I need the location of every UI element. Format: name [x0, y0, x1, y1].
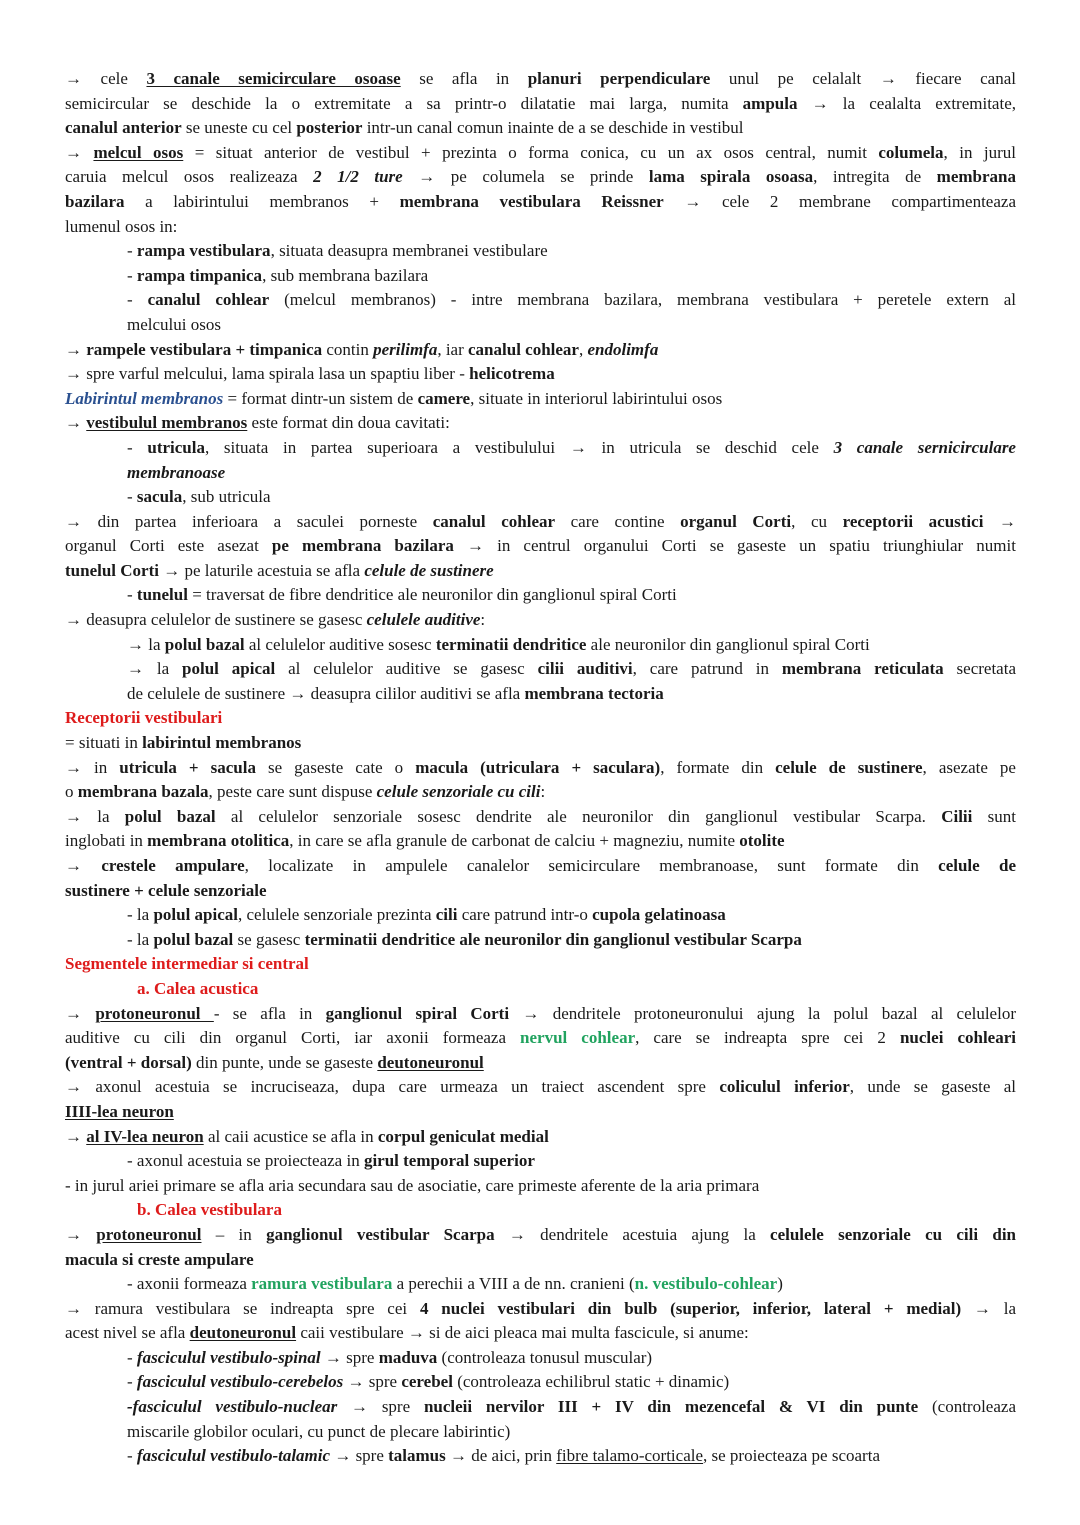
text-run: auditive cu cili din organul Corti, iar axonii formeaza [65, 1028, 521, 1048]
text-line [65, 903, 1016, 928]
text-run: , formate din [660, 757, 776, 777]
text-line [65, 1149, 1016, 1174]
text-run: , iar [437, 339, 469, 359]
text-run: macula si creste ampulare [65, 1249, 254, 1269]
text-run: , situate in interiorul labirintului osos [470, 388, 723, 408]
text-line [65, 436, 1016, 461]
text-run: al celulelor senzoriale sosesc dendrite ale neuronilor din ganglionul vestibular Scarpa. [215, 806, 942, 826]
text-run: 3 canale sernicirculare [833, 437, 1016, 457]
text-run: (controleaza echilibrul static + dinamic) [452, 1372, 730, 1392]
text-run: , in jurul [943, 142, 1016, 162]
text-line [65, 657, 1016, 682]
text-line [65, 1272, 1016, 1297]
text-line [65, 928, 1016, 953]
text-run: , intregita de [813, 167, 937, 187]
text-run: crestele ampulare [101, 856, 245, 875]
text-run: al caii acustice se afla in [203, 1126, 378, 1146]
text-line [65, 1075, 1016, 1100]
text-run: melcul osos [93, 142, 184, 162]
text-run: - [127, 290, 148, 310]
text-line [65, 1174, 1016, 1199]
text-run: - axonul acestuia se proiecteaza in [127, 1151, 364, 1171]
text-run: → dendritele protoneuronului ajung la polul bazal al celulelor [509, 1003, 1016, 1023]
text-run: - [127, 241, 137, 261]
text-run: , asezate pe [922, 757, 1016, 777]
text-run: , care patrund in [632, 659, 782, 679]
text-run: talamus [388, 1446, 446, 1466]
text-run: 4 nuclei vestibulari din bulb (superior, inferior, lateral + medial) [419, 1298, 962, 1318]
text-line [65, 829, 1016, 854]
text-run: polul bazal [164, 634, 245, 654]
text-run: melcului osos [127, 314, 221, 334]
text-run: sacula [136, 487, 183, 507]
text-line [65, 805, 1016, 830]
text-line [65, 1198, 1016, 1223]
text-run: = situat anterior de vestibul + prezinta o forma conica, cu un ax osos central, numit [183, 142, 879, 162]
text-run: Segmentele intermediar si central [65, 954, 309, 974]
text-run: ramura vestibulara [251, 1274, 393, 1294]
text-run: → spre varful melcului, lama spirala lasa un spaptiu liber - [65, 364, 470, 384]
text-run: polul apical [153, 905, 238, 925]
text-run: labirintul membranos [142, 733, 302, 753]
text-run: helicotrema [469, 364, 555, 384]
text-run: inglobati in [65, 831, 148, 851]
text-run: → [983, 511, 1017, 531]
text-line [65, 952, 1016, 977]
text-run: → la [65, 806, 125, 826]
text-line [65, 1026, 1016, 1051]
text-run: → din partea inferioara a saculei porneste [65, 511, 433, 531]
text-run: fasciculul vestibulo-cerebelos [136, 1372, 344, 1392]
text-line [65, 1100, 1016, 1125]
text-run: canalul cohlear [147, 290, 270, 310]
text-run: - [127, 1372, 137, 1392]
text-run: , se proiecteaza pe scoarta [703, 1446, 880, 1466]
text-run: → la [127, 634, 165, 654]
text-run: organul Corti este asezat [65, 536, 272, 556]
text-run: (ventral + dorsal) [65, 1052, 192, 1072]
text-run: se afla in [400, 69, 528, 88]
text-run: (melcul membranos) - intre membrana bazilara, membrana vestibulara + peretele extern al [269, 290, 1016, 310]
text-run: nuclei cohleari [899, 1028, 1016, 1048]
text-run: intr-un canal comun inainte de a se deschide in vestibul [362, 118, 744, 138]
text-run: → la [127, 659, 183, 679]
text-run: , sub utricula [182, 487, 271, 507]
text-run: → [65, 339, 87, 359]
text-run: tunelul Corti [65, 560, 159, 580]
text-run: al IV-lea neuron [86, 1126, 204, 1146]
text-run: bazilara [65, 191, 125, 211]
text-run: → spre [337, 1397, 424, 1417]
text-run: celule de sustinere [364, 560, 494, 580]
text-run: rampa timpanica [136, 265, 263, 285]
text-run: → in centrul organului Corti se gaseste un spatiu triunghiular numit [453, 536, 1016, 556]
text-run: canalul cohlear [468, 339, 579, 359]
text-run: utricula [147, 437, 205, 457]
text-run: , [578, 339, 588, 359]
text-line [65, 731, 1016, 756]
text-run: 3 canale semicirculare osoase [146, 69, 401, 88]
text-run: , cu [791, 511, 843, 531]
text-run: ale neuronilor din ganglionul spiral Corti [586, 634, 870, 654]
text-line [65, 264, 1016, 289]
text-run: , situata in partea superioara a vestibulului → in utricula se deschid cele [204, 437, 834, 457]
text-run: → spre [330, 1446, 389, 1466]
text-run: (controleaza tonusul muscular) [437, 1347, 653, 1367]
text-run: cupola gelatinoasa [592, 905, 726, 925]
text-line [65, 239, 1016, 264]
text-run: fibre talamo-corticale [556, 1446, 704, 1466]
text-run: utricula + sacula [119, 757, 256, 777]
text-run: → la [961, 1298, 1016, 1318]
text-run: , care se indreapta spre cei 2 [635, 1028, 900, 1048]
text-line [65, 411, 1016, 436]
text-run: rampele vestibulara + timpanica [86, 339, 323, 359]
text-line [65, 1370, 1016, 1395]
text-run: macula (utriculara + saculara) [415, 757, 661, 777]
text-run: – in [201, 1224, 267, 1244]
text-line [65, 534, 1016, 559]
text-run: → cele [65, 69, 147, 88]
text-run: → pe laturile acestuia se afla [158, 560, 365, 580]
text-run: - [127, 487, 137, 507]
text-line [65, 1297, 1016, 1322]
text-run: tunelul [136, 585, 188, 605]
text-run: care contine [555, 511, 681, 531]
text-run: lama spirala osoasa [648, 167, 814, 187]
text-run: este format din doua cavitati: [247, 413, 450, 433]
text-line [65, 583, 1016, 608]
text-line [65, 1002, 1016, 1027]
text-run: (controleaza [918, 1397, 1016, 1417]
text-run: celulele auditive [366, 610, 481, 630]
text-run: ) [777, 1274, 783, 1294]
text-line [65, 706, 1016, 731]
text-line [65, 1051, 1016, 1076]
text-line [65, 215, 1016, 240]
text-run: → de aici, prin [445, 1446, 557, 1466]
text-line [65, 313, 1016, 338]
text-run: se gasesc [233, 929, 305, 949]
text-run: b. Calea vestibulara [137, 1200, 282, 1220]
text-run: protoneuronul [96, 1224, 202, 1244]
text-line [65, 1346, 1016, 1371]
text-line [65, 485, 1016, 510]
text-run: organul Corti [680, 511, 792, 531]
text-line [65, 387, 1016, 412]
text-run: celule senzoriale cu cili [376, 782, 541, 802]
text-run: , in care se afla granule de carbonat de calciu + magneziu, numite [289, 831, 740, 851]
text-run: Receptorii vestibulari [65, 708, 223, 728]
text-run: , celulele senzoriale prezinta [238, 905, 436, 925]
text-run: Labirintul membranos [65, 388, 224, 408]
text-run: posterior [296, 118, 363, 138]
text-line [65, 362, 1016, 387]
text-run: otolite [739, 831, 785, 851]
text-run: corpul geniculat medial [377, 1126, 549, 1146]
text-run: = situati in [65, 733, 143, 753]
text-run: polul bazal [153, 929, 234, 949]
text-run: pe membrana bazilara [271, 536, 454, 556]
text-run: columela [878, 142, 944, 162]
text-run: - [127, 585, 137, 605]
text-line [65, 633, 1016, 658]
text-run: lumenul osos in: [65, 216, 178, 236]
text-run: → ramura vestibulara se indreapta spre cei [65, 1298, 420, 1318]
text-run: sustinere + celule senzoriale [65, 880, 267, 900]
text-run: camere [417, 388, 471, 408]
text-run: - [127, 1347, 137, 1367]
text-run: → [65, 142, 94, 162]
text-line [65, 682, 1016, 707]
text-line [65, 461, 1016, 486]
text-run: = format dintr-un sistem de [223, 388, 418, 408]
text-run: coliculul inferior [719, 1077, 850, 1097]
text-run: polul apical [182, 659, 276, 679]
text-run: semicircular se deschide la o extremitate a sa printr-o dilatatie mai larga, numita [65, 93, 743, 113]
text-run: se uneste cu cel [181, 118, 297, 138]
text-line [65, 854, 1016, 879]
text-run: - in jurul ariei primare se afla aria secundara sau de asociatie, care primeste aferente de la aria primara [65, 1175, 760, 1195]
text-run: membrana [936, 167, 1016, 187]
text-line [65, 338, 1016, 363]
text-line [65, 608, 1016, 633]
text-line [65, 67, 1016, 92]
text-run: endolimfa [587, 339, 659, 359]
text-run: deutoneuronul [377, 1052, 484, 1072]
text-run: rampa vestibulara [136, 241, 271, 261]
text-run: sunt [972, 806, 1016, 826]
text-run: planuri perpendiculare [527, 69, 711, 88]
text-line [65, 1248, 1016, 1273]
text-run: terminatii dendritice [435, 634, 587, 654]
text-run: → [65, 1126, 87, 1146]
text-run: Cilii [941, 806, 973, 826]
text-run: : [540, 782, 546, 802]
text-run: , sub membrana bazilara [262, 265, 429, 285]
text-run: , situata deasupra membranei vestibulare [270, 241, 548, 261]
text-run: protoneuronul [95, 1003, 214, 1023]
text-run: o [65, 782, 78, 802]
text-run: - [127, 1446, 137, 1466]
text-line [65, 116, 1016, 141]
text-run: al celulelor auditive sosesc [244, 634, 436, 654]
text-run: → in [65, 757, 120, 777]
text-run: → axonul acestuia se incruciseaza, dupa care urmeaza un traiect ascendent spre [65, 1077, 720, 1097]
text-run: acest nivel se afla [65, 1323, 190, 1343]
text-line [65, 1420, 1016, 1445]
text-run: perilimfa [373, 339, 438, 359]
text-run: = traversat de fibre dendritice ale neuronilor din ganglionul spiral Corti [187, 585, 677, 605]
text-run: → la cealalta extremitate, [797, 93, 1016, 113]
text-run: → dendritele acestuia ajung la [494, 1224, 771, 1244]
text-run: - [127, 437, 148, 457]
text-run: nucleii nervilor III + IV din mezencefal & VI din punte [423, 1397, 919, 1417]
text-run: canalul cohlear [432, 511, 556, 531]
text-run: → [65, 1003, 96, 1023]
text-run: nervul cohlear [520, 1028, 636, 1048]
text-line [65, 1444, 1016, 1469]
text-run: maduva [378, 1347, 438, 1367]
text-run: celule de [938, 856, 1017, 875]
text-run: fasciculul vestibulo-talamic [136, 1446, 331, 1466]
text-run: polul bazal [124, 806, 216, 826]
text-run: unul pe celalalt → fiecare canal [710, 69, 1016, 88]
text-run: a perechii a VIII a de nn. cranieni ( [392, 1274, 635, 1294]
text-run: caruia melcul osos realizeaza [65, 167, 314, 187]
text-run: celule de sustinere [775, 757, 923, 777]
text-run: contin [322, 339, 374, 359]
text-run: → spre [343, 1372, 402, 1392]
text-line [65, 1223, 1016, 1248]
text-run: cili [435, 905, 458, 925]
text-run: - la [127, 929, 154, 949]
text-run: membrana bazala [77, 782, 209, 802]
text-run: n. vestibulo-cohlear [634, 1274, 778, 1294]
text-line [65, 780, 1016, 805]
document-body [65, 67, 1016, 1469]
text-run: receptorii acustici [842, 511, 984, 531]
text-line [65, 1125, 1016, 1150]
text-run: deutoneuronul [189, 1323, 297, 1343]
text-run: → spre [320, 1347, 379, 1367]
text-run: cerebel [401, 1372, 453, 1392]
text-line [65, 288, 1016, 313]
text-run: fasciculul vestibulo-spinal [136, 1347, 321, 1367]
text-line [65, 1321, 1016, 1346]
text-run: de celulele de sustinere → deasupra cililor auditivi se afla [127, 683, 525, 703]
text-line [65, 559, 1016, 584]
text-line [65, 141, 1016, 166]
text-run: membrana tectoria [524, 683, 664, 703]
text-run: ganglionul vestibular Scarpa [266, 1224, 495, 1244]
text-run: - [127, 265, 137, 285]
text-run: - se afla in [213, 1003, 326, 1023]
text-run: terminatii dendritice ale neuronilor din ganglionul vestibular Scarpa [304, 929, 802, 949]
text-run: miscarile globilor oculari, cu punct de plecare labirintic) [127, 1421, 511, 1441]
text-run: cilii auditivi [537, 659, 633, 679]
text-run: canalul anterior [65, 118, 182, 138]
text-run: 2 1/2 ture [313, 167, 403, 187]
text-run: se gaseste cate o [255, 757, 416, 777]
text-run: vestibulul membranos [86, 413, 248, 433]
text-run: membrana otolitica [147, 831, 290, 851]
text-run: secretata [943, 659, 1016, 679]
text-line [65, 92, 1016, 117]
text-run: a. Calea acustica [137, 978, 259, 998]
text-run: girul temporal superior [363, 1151, 535, 1171]
text-run: caii vestibulare → si de aici pleaca mai multa fascicule, si anume: [296, 1323, 749, 1343]
text-run: membranoase [127, 462, 226, 482]
text-line [65, 1395, 1016, 1420]
text-run: ganglionul spiral Corti [325, 1003, 510, 1023]
text-run: → [65, 856, 102, 875]
text-line [65, 879, 1016, 904]
text-run: din punte, unde se gaseste [191, 1052, 378, 1072]
text-run: → [65, 1224, 97, 1244]
text-run: → pe columela se prinde [402, 167, 649, 187]
text-run: membrana vestibulara Reissner [399, 191, 664, 211]
text-run: - axonii formeaza [127, 1274, 252, 1294]
text-run: al celulelor auditive se gasesc [275, 659, 538, 679]
text-line [65, 977, 1016, 1002]
text-run: → [65, 413, 87, 433]
text-line [65, 165, 1016, 190]
text-run: , localizate in ampulele canalelor semicirculare membranoase, sunt formate din [244, 856, 939, 875]
text-run: : [480, 610, 486, 630]
text-line [65, 190, 1016, 215]
text-run: ampula [742, 93, 798, 113]
text-run: -fasciculul vestibulo-nuclear [127, 1397, 338, 1417]
text-run: → deasupra celulelor de sustinere se gasesc [65, 610, 367, 630]
text-run: membrana reticulata [781, 659, 944, 679]
text-run: IIII-lea neuron [65, 1101, 174, 1121]
text-line [65, 756, 1016, 781]
text-run: , peste care sunt dispuse [208, 782, 377, 802]
text-run: a labirintului membranos + [124, 191, 400, 211]
text-run: celulele senzoriale cu cili din [770, 1224, 1017, 1244]
text-run: , unde se gaseste al [849, 1077, 1017, 1097]
text-run: care patrund intr-o [457, 905, 593, 925]
text-line [65, 510, 1016, 535]
text-run: → cele 2 membrane compartimenteaza [663, 191, 1016, 211]
text-run: - la [127, 905, 154, 925]
